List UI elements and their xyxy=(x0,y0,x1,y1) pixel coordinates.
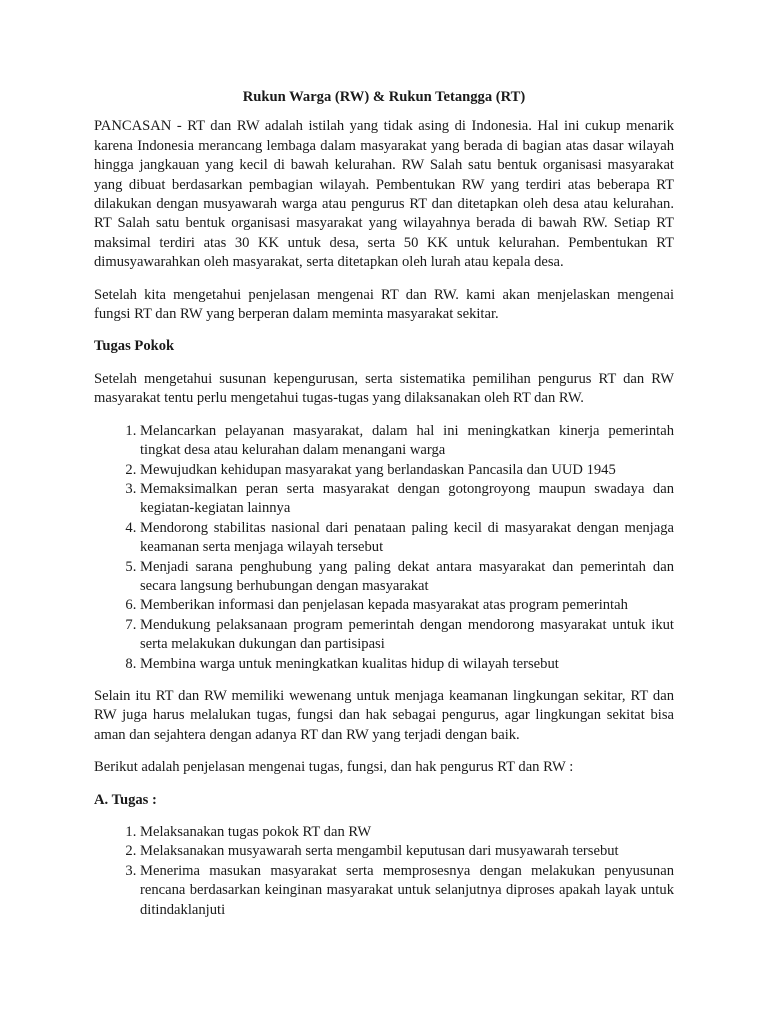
intro-paragraph: PANCASAN - RT dan RW adalah istilah yang tidak asing di Indonesia. Hal ini cukup menarik karena Indonesia merancang lembaga dalam masyarakat yang berada di bagian atas dasar wilayah hingga jangkauan yang kecil di bawah kelurahan. RW Salah satu bentuk organisasi masyarakat yang dibuat berdasarkan pembagian wilayah. Pembentukan RW yang terdiri atas beberapa RT dilakukan dengan musyawarah warga atau pengurus RT dan ditetapkan oleh desa atau kelurahan. RT Salah satu bentuk organisasi masyarakat yang wilayahnya berada di bawah RW. Setiap RT maksimal terdiri atas 30 KK untuk desa, serta 50 KK untuk kelurahan. Pembentukan RT dimusyawarahkan oleh masyarakat, serta ditetapkan oleh lurah atau kepala desa. xyxy=(94,118,674,271)
list-item: 3. Memaksimalkan peran serta masyarakat dengan gotongroyong maupun swadaya dan kegiatan-kegiatan lainnya xyxy=(140,480,674,519)
list-item: 7. Mendukung pelaksanaan program pemerintah dengan mendorong masyarakat untuk ikut serta melakukan dukungan dan partisipasi xyxy=(140,616,674,655)
list-item: 3. Menerima masukan masyarakat serta memprosesnya dengan melakukan penyusunan rencana berdasarkan keinginan masyarakat untuk selanjutnya diproses apakah layak untuk ditindaklanjuti xyxy=(140,862,674,920)
section-heading-tugas-pokok: Tugas Pokok xyxy=(94,338,175,355)
list-item: 1. Melaksanakan tugas pokok RT dan RW xyxy=(140,823,674,842)
list-item: 1. Melancarkan pelayanan masyarakat, dalam hal ini meningkatkan kinerja pemerintah tingkat desa atau kelurahan dalam menangani warga xyxy=(140,422,674,461)
document-title: Rukun Warga (RW) & Rukun Tetangga (RT) xyxy=(242,89,526,105)
tugas-pokok-list xyxy=(94,422,674,674)
list-item: 4. Mendorong stabilitas nasional dari penataan paling kecil di masyarakat dengan menjaga keamanan serta menjaga wilayah tersebut xyxy=(140,519,674,558)
list-item: 2. Mewujudkan kehidupan masyarakat yang berlandaskan Pancasila dan UUD 1945 xyxy=(140,461,674,480)
section-heading-tugas: A. Tugas : xyxy=(94,791,157,808)
function-paragraph: Setelah kita mengetahui penjelasan mengenai RT dan RW. kami akan menjelaskan mengenai fungsi RT dan RW yang berperan dalam meminta masyarakat sekitar. xyxy=(94,286,674,323)
list-item: 6. Memberikan informasi dan penjelasan kepada masyarakat atas program pemerintah xyxy=(140,596,674,615)
tugas-list xyxy=(94,823,674,920)
list-item: 5. Menjadi sarana penghubung yang paling dekat antara masyarakat dan pemerintah dan secara langsung berhubungan dengan masyarakat xyxy=(140,558,674,597)
tugas-pokok-intro-paragraph: Setelah mengetahui susunan kepengurusan, serta sistematika pemilihan pengurus RT dan RW masyarakat tentu perlu mengetahui tugas-tugas yang dilaksanakan oleh RT dan RW. xyxy=(94,370,674,407)
explanation-intro-paragraph: Berikut adalah penjelasan mengenai tugas, fungsi, dan hak pengurus RT dan RW : xyxy=(94,759,574,776)
list-item: 8. Membina warga untuk meningkatkan kualitas hidup di wilayah tersebut xyxy=(140,655,674,674)
list-item: 2. Melaksanakan musyawarah serta mengambil keputusan dari musyawarah tersebut xyxy=(140,842,674,861)
authority-paragraph: Selain itu RT dan RW memiliki wewenang untuk menjaga keamanan lingkungan sekitar, RT dan RW juga harus melalukan tugas, fungsi dan hak sebagai pengurus, agar lingkungan sekitat bisa aman dan sejahtera dengan adanya RT dan RW yang terjadi dengan baik. xyxy=(94,687,674,743)
